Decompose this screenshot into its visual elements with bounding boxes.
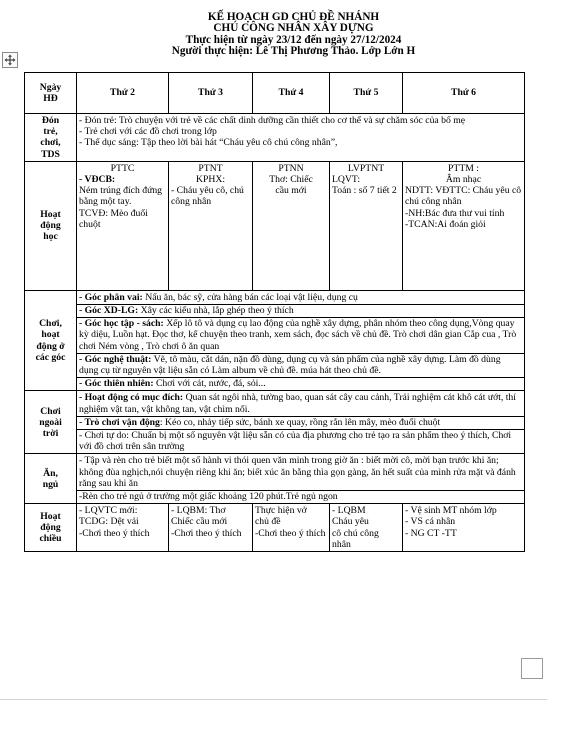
corner-item (77, 304, 524, 316)
outdoor-content (77, 391, 525, 454)
day-header-fri: Thứ 6 (403, 73, 525, 114)
subject-sub: Thơ: Chiếc (269, 174, 313, 186)
activity-line: - LQBM (332, 505, 366, 517)
welcome-row (25, 114, 525, 162)
label-line: Hoạt (40, 209, 61, 220)
label-line: ngủ (42, 478, 59, 490)
welcome-content (77, 114, 525, 162)
welcome-item: - Đón trẻ: Trò chuyện với trẻ về các chất dinh dưỡng cần thiết cho cơ thể và sự chăm sóc của bố mẹ (79, 115, 466, 126)
activity-line: - LQBM: Thơ (171, 505, 226, 517)
activity-line: -Chơi theo ý thích (255, 527, 326, 539)
activity-line: - LQVTC mới: (79, 505, 138, 517)
plan-title: KẾ HOẠCH GD CHỦ ĐỀ NHÁNH (207, 11, 380, 23)
learning-tue (169, 161, 253, 290)
corner-item (77, 292, 524, 303)
label-line: động (40, 522, 61, 534)
item-heading: - Góc phân vai: (79, 291, 143, 303)
afternoon-tue (169, 504, 253, 552)
afternoon-thu (330, 504, 403, 552)
activity-line: NDTT: VĐTTC: Cháu yêu cô chú công nhân (405, 185, 522, 208)
outdoor-item (77, 392, 524, 414)
author-line: Người thực hiện: Lê Thị Phương Thảo. Lớp Lớn H (171, 45, 416, 58)
label-line: động (40, 220, 61, 232)
label-line: trời (42, 428, 59, 440)
activity-line: -NH:Bác đưa thư vui tính (405, 207, 505, 219)
activity-line: cô chú công nhân (332, 527, 379, 550)
corner-label-top: Ngày (39, 81, 62, 93)
item-text: Vẽ, tô màu, cắt dán, nặn đồ dùng, dụng cụ và sản phẩm của nghề xây dựng. Làm đồ dùng dụng cụ từ nguyên vật liệu sẵn có Làm album về chủ đề. múa hát theo chủ đề. (79, 353, 501, 377)
subject-head: PTTM : (448, 162, 479, 174)
afternoon-wed (253, 504, 330, 552)
activity-line: Toán : số 7 tiết 2 (332, 185, 397, 197)
afternoon-row (25, 504, 525, 552)
activity-line: -Chơi theo ý thích (171, 527, 242, 539)
subject-head: PTNT (198, 162, 223, 174)
label-line: động ở (36, 340, 65, 352)
welcome-label (25, 114, 77, 162)
outdoor-item (77, 429, 524, 452)
activity-line: -Chơi theo ý thích (79, 527, 150, 539)
subject-head: PTTC (110, 162, 135, 174)
day-header-tue: Thứ 3 (169, 73, 253, 114)
item-text: Quan sát ngôi nhà, tường bao, quan sát cây cau cảnh, Trải nghiệm cát khô cát ướt, thí nghiệm vật tan, vật không tan, vật chìm nổi. (79, 392, 516, 415)
subject-head: LVPTNT (347, 162, 385, 174)
corners-content (77, 290, 525, 391)
page-bottom-divider (0, 699, 547, 700)
move-arrows-icon (4, 54, 16, 66)
learning-thu (330, 161, 403, 290)
activity-line: - NG CT -TT (405, 527, 457, 539)
label-line: Chơi (40, 405, 61, 417)
activity-line: - VĐCB: (79, 174, 116, 186)
meals-item: -Rèn cho trẻ ngủ ở trường một giấc khoảng 120 phút.Trẻ ngủ ngon (77, 490, 524, 502)
label-line: TDS (41, 148, 60, 160)
activity-line: Chiếc cầu mới (171, 516, 228, 528)
activity-line: Ném trúng đích đứng bằng một tay. (79, 185, 163, 208)
label-line: Ăn, (43, 467, 58, 479)
corner-header-cell (25, 73, 77, 114)
item-text: - Chơi tự do: Chuẩn bị một số nguyên vật liệu sẵn có của địa phương cho trẻ tạo ra sản phẩm theo ý thích, Chơi với đồ chơi trên sân trường (79, 430, 512, 453)
label-line: Đón (41, 115, 60, 126)
day-header-wed: Thứ 4 (253, 73, 330, 114)
label-line: trẻ, (43, 126, 58, 138)
day-header-thu: Thứ 5 (330, 73, 403, 114)
item-text: Chơi với cát, nước, đá, sỏi... (153, 378, 266, 390)
outdoor-label (25, 391, 77, 454)
learning-label (25, 161, 77, 290)
learning-row (25, 161, 525, 290)
item-text: Xây các kiểu nhà, lắp ghép theo ý thích (138, 305, 294, 317)
label-line: ngoài (39, 416, 62, 428)
activity-line: Cháu yêu (332, 516, 369, 528)
learning-mon (77, 161, 169, 290)
activity-line: -TCAN:Ai đoán giỏi (405, 218, 486, 230)
item-heading: - Trò chơi vận động (79, 416, 160, 428)
item-heading: - Góc thiên nhiên: (79, 378, 154, 390)
afternoon-mon (77, 504, 169, 552)
learning-wed (253, 161, 330, 290)
subject-sub: KPHX: (195, 174, 226, 186)
item-text: Nấu ăn, bác sỹ, cửa hàng bán các loại vật liệu, dụng cụ (142, 291, 358, 303)
label-line: các góc (35, 351, 66, 363)
activity-line: Thực hiện vở (255, 505, 307, 517)
subject-sub: LQVT: (332, 174, 361, 186)
item-heading: - Góc nghệ thuật: (79, 353, 152, 365)
table-resize-handle[interactable] (521, 658, 543, 679)
activity-line: chủ đề (255, 516, 281, 528)
item-text: : Kéo co, nhảy tiếp sức, bánh xe quay, rồng rắn lên mây, mèo đuổi chuột (159, 416, 441, 428)
label-line: Chơi, (39, 318, 62, 330)
activity-line: cầu mới (275, 185, 307, 197)
corner-label-bottom: HĐ (43, 93, 58, 104)
day-header-row (25, 73, 525, 114)
meals-content (77, 454, 525, 504)
learning-fri (403, 161, 525, 290)
item-text: Xếp lô tô và dụng cụ lao động của nghề xây dựng, phân nhóm theo công dụng,Vòng quay kỳ diệu, Luồn hạt. Đọc thơ, kể chuyện theo tranh, xem sách, đọc sách về chủ đề. Trò chơi dân gian Cắp cua , Trò chơi Ném vòng , Trò chơi ô ăn quan (79, 318, 517, 352)
corners-row (25, 290, 525, 391)
subject-sub: Âm nhạc (445, 174, 482, 186)
corner-item (77, 317, 524, 352)
weekly-plan-table (24, 72, 525, 552)
label-line: chơi, (40, 137, 61, 149)
afternoon-label (25, 504, 77, 552)
activity-line: TCVĐ: Mèo đuổi chuột (79, 207, 148, 230)
activity-line: - Vệ sinh MT nhóm lớp (405, 505, 497, 517)
label-line: Hoạt (40, 510, 61, 522)
meals-row (25, 454, 525, 504)
welcome-item: - Thể dục sáng: Tập theo lời bài hát “Cháu yêu cô chú công nhân”, (79, 137, 338, 149)
item-heading: - Hoạt động có mục đích: (79, 392, 184, 404)
meals-item: - Tập và rèn cho trẻ biết một số hành vi thói quen văn minh trong giờ ăn : biết mời cô, mời bạn trước khi ăn; không đùa nghịch,nói chuyện riêng khi ăn; biết xúc ăn bằng thìa gọn gàng, ăn hết suất của mình rửa mặt và đánh răng sau khi ăn (79, 455, 516, 489)
item-heading: - Góc XD-LG: (79, 305, 139, 317)
theme-title: CHÚ CÔNG NHÂN XÂY DỰNG (213, 22, 374, 35)
table-move-handle[interactable] (2, 52, 18, 68)
date-range: Thực hiện từ ngày 23/12 đến ngày 27/12/2024 (185, 33, 402, 46)
activity-line: TCDG: Dệt vải (79, 516, 139, 528)
activity-line: - Cháu yêu cô, chú công nhân (171, 185, 244, 208)
document-header (0, 12, 587, 58)
subject-head: PTNN (278, 162, 304, 174)
outdoor-item (77, 416, 524, 428)
outdoor-row (25, 391, 525, 454)
afternoon-fri (403, 504, 525, 552)
day-header-mon: Thứ 2 (77, 73, 169, 114)
corners-label (25, 290, 77, 391)
welcome-item: - Trẻ chơi với các đồ chơi trong lớp (79, 126, 217, 138)
item-heading: - Góc học tập - sách: (79, 318, 164, 330)
corner-item (77, 377, 524, 389)
corner-item (77, 353, 524, 376)
label-line: học (43, 231, 58, 243)
meals-label (25, 454, 77, 504)
label-line: hoạt (41, 329, 60, 341)
activity-line: - VS cá nhân (405, 516, 456, 528)
label-line: chiều (39, 533, 62, 545)
